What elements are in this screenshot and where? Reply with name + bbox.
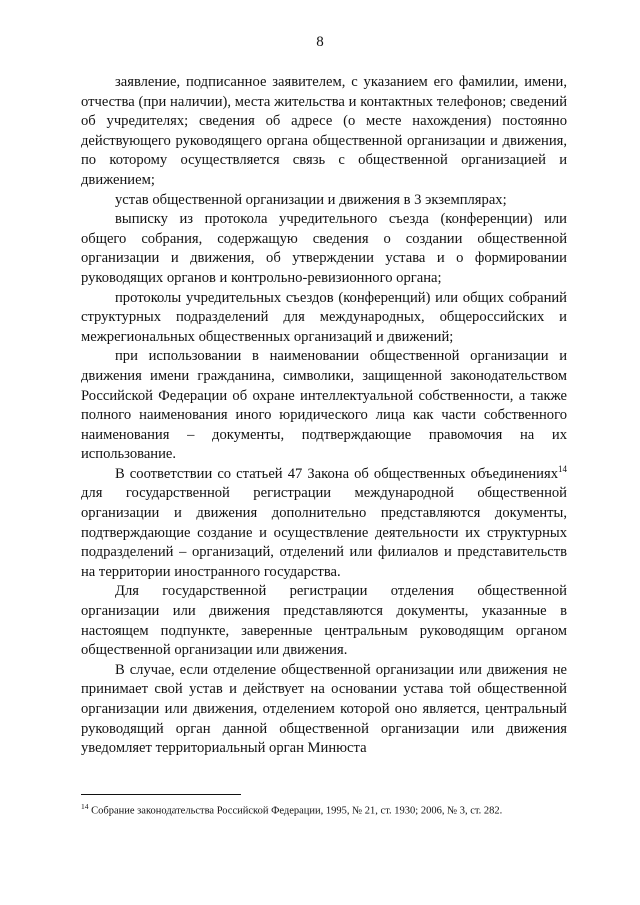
footnote-number: 14 [81,802,89,811]
footnote-text: Собрание законодательства Российской Федерации, 1995, № 21, ст. 1930; 2006, № 3, ст. 282. [88,805,503,817]
footnote-separator [81,794,241,795]
article-47-text-before: В соответствии со статьей 47 Закона об общественных объединениях [115,465,558,482]
paragraph-application: заявление, подписанное заявителем, с указанием его фамилии, имени, отчества (при наличии), места жительства и контактных телефонов; сведений об учредителях; сведения об адресе (о месте нахождения) постоянно действующего руководящего органа общественной организации и движения, по которому осуществляется связь с общественной организацией и движением; [81,74,567,188]
paragraph-article-47 [81,465,567,583]
paragraph-name-usage: при использовании в наименовании общественной организации и движения имени гражданина, символики, защищенной законодательством Российской Федерации об охране интеллектуальной собственности, а также полного наименования иного юридического лица как части собственного наименования – документы, подтверждающие правомочия на их использование. [81,348,567,463]
footnote-reference: 14 [558,464,567,475]
paragraph-charter: устав общественной организации и движения в 3 экземплярах; [115,191,507,208]
footnote [81,800,567,819]
page-number: 8 [316,34,324,50]
body-text [81,73,567,759]
article-47-text-after: для государственной регистрации международной общественной организации и движения дополнительно представляются документы, подтверждающие создание и осуществление деятельности их структурных подразделений – организаций, отделений или филиалов и представительств на территории иностранного государства. [81,485,567,580]
paragraph-protocols: протоколы учредительных съездов (конференций) или общих собраний структурных подразделений для международных, общероссийских и межрегиональных общественных организаций и движений; [81,289,567,345]
paragraph-protocol-extract: выписку из протокола учредительного съезда (конференции) или общего собрания, содержащую сведения о создании общественной организации и движения, об утверждении устава и о формировании руководящих органов и контрольно-ревизионного органа; [81,211,567,286]
paragraph-case: В случае, если отделение общественной организации или движения не принимает свой устав и действует на основании устава той общественной организации или движения, отделением которой оно является, центральный руководящий орган данной общественной организации или движения уведомляет территориальный орган Минюста [81,661,567,757]
paragraph-branch-registration: Для государственной регистрации отделения общественной организации или движения представляются документы, указанные в настоящем подпункте, заверенные центральным руководящим органом общественной организации или движения. [81,583,567,659]
